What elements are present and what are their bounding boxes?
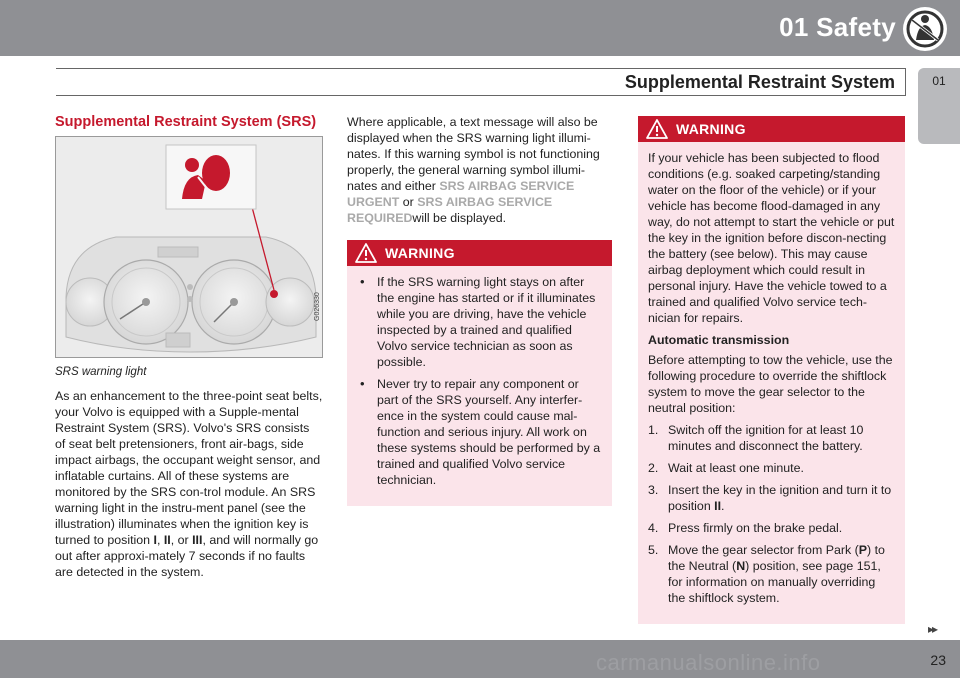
warning-box-srs [347, 240, 612, 506]
watermark: carmanualsonline.info [596, 650, 821, 675]
step-item: 5. Move the gear selector from Park (P) to the Neutral (N) position, see page 151, for information on manually overriding the shiftlock system. [648, 543, 885, 605]
warning-label: WARNING [676, 121, 746, 137]
warning-box-flood [638, 116, 905, 624]
figure-caption: SRS warning light [55, 366, 147, 378]
warning-header [347, 240, 612, 266]
text-message-paragraph: Where applicable, a text message will also be displayed when the SRS warning light illumi-nates. If this warning symbol is not functioning properly, the general warning symbol illumi-nates and either SRS AIRBAG SERVICE URGENT or SRS AIRBAG SERVICE REQUIREDwill be displayed. [347, 115, 600, 225]
srs-urgent-message: SRS AIRBAG SERVICE URGENT [347, 179, 575, 209]
warning-triangle-icon [646, 119, 668, 139]
warning-bullet: • Never try to repair any component or part of the SRS yourself. Any interfer-ence in the system could cause mal-function and serious injury. All work on these systems should be performed by a trained and qualified Volvo service technician. [360, 376, 601, 487]
column-1 [55, 114, 323, 580]
tow-procedure-intro: Before attempting to tow the vehicle, use the following procedure to override the shiftlock system to move the gear selector to the neutral position: [648, 353, 893, 415]
next-page-arrows-icon[interactable]: ▸▸ [927, 622, 936, 636]
step-item: 4. Press firmly on the brake pedal. [648, 521, 843, 535]
figure-code: G026330 [314, 292, 321, 321]
warning-body [347, 266, 612, 488]
instrument-panel-figure [55, 136, 323, 358]
section-title: Supplemental Restraint System [624, 72, 895, 92]
warning-body [638, 142, 905, 606]
column-3 [638, 116, 905, 624]
warning-header [638, 116, 905, 142]
section-bar [56, 68, 906, 96]
step-item: 3. Insert the key in the ignition and turn it to position II. [648, 483, 892, 513]
column-2 [347, 114, 612, 506]
top-bar [0, 0, 960, 56]
flood-warning-text: If your vehicle has been subjected to flood conditions (e.g. soaked carpeting/standing water on the floor of the vehicle) or if your vehicle has become flood-damaged in any way, do not attempt to start the vehicle or put the key in the ignition before discon-necting the battery (see below). This may cause airbag deployment which could result in personal injury. Have the vehicle towed to a trained and qualified Volvo service tech-nician for repairs. [648, 151, 895, 325]
subheading-automatic-transmission: Automatic transmission [648, 333, 790, 347]
chapter-side-tab[interactable] [918, 68, 960, 144]
warning-label: WARNING [385, 245, 455, 261]
warning-bullet: • If the SRS warning light stays on after the engine has started or if it illuminates while you are driving, have the vehicle inspected by a trained and qualified Volvo service technician as soon as possible. [360, 274, 596, 369]
srs-required-message: SRS AIRBAG SERVICE REQUIRED [347, 195, 553, 225]
srs-description: As an enhancement to the three-point seat belts, your Volvo is equipped with a Supple-mental Restraint System (SRS). Volvo's SRS consists of seat belt pretensioners, front air-bags, side impact airbags, the occupant weight sensor, and inflatable curtains. All of these systems are monitored by the SRS con-trol module. An SRS warning light in the instru-ment panel (see the illustration) illuminates when the ignition key is turned to position I, II, or III, and will normally go out after approxi-mately 7 seconds if no faults are detected in the system. [55, 389, 323, 579]
section-heading: Supplemental Restraint System (SRS) [55, 114, 317, 130]
tow-steps-list [648, 422, 895, 606]
step-item: 2. Wait at least one minute. [648, 461, 804, 475]
side-tab-label: 01 [932, 74, 946, 88]
chapter-title: 01 Safety [779, 12, 896, 42]
seatbelt-safety-icon [902, 6, 948, 52]
page-number: 23 [930, 652, 946, 668]
step-item: 1. Switch off the ignition for at least 10 minutes and disconnect the battery. [648, 423, 864, 453]
warning-triangle-icon [355, 243, 377, 263]
instrument-panel-illustration [56, 137, 323, 358]
